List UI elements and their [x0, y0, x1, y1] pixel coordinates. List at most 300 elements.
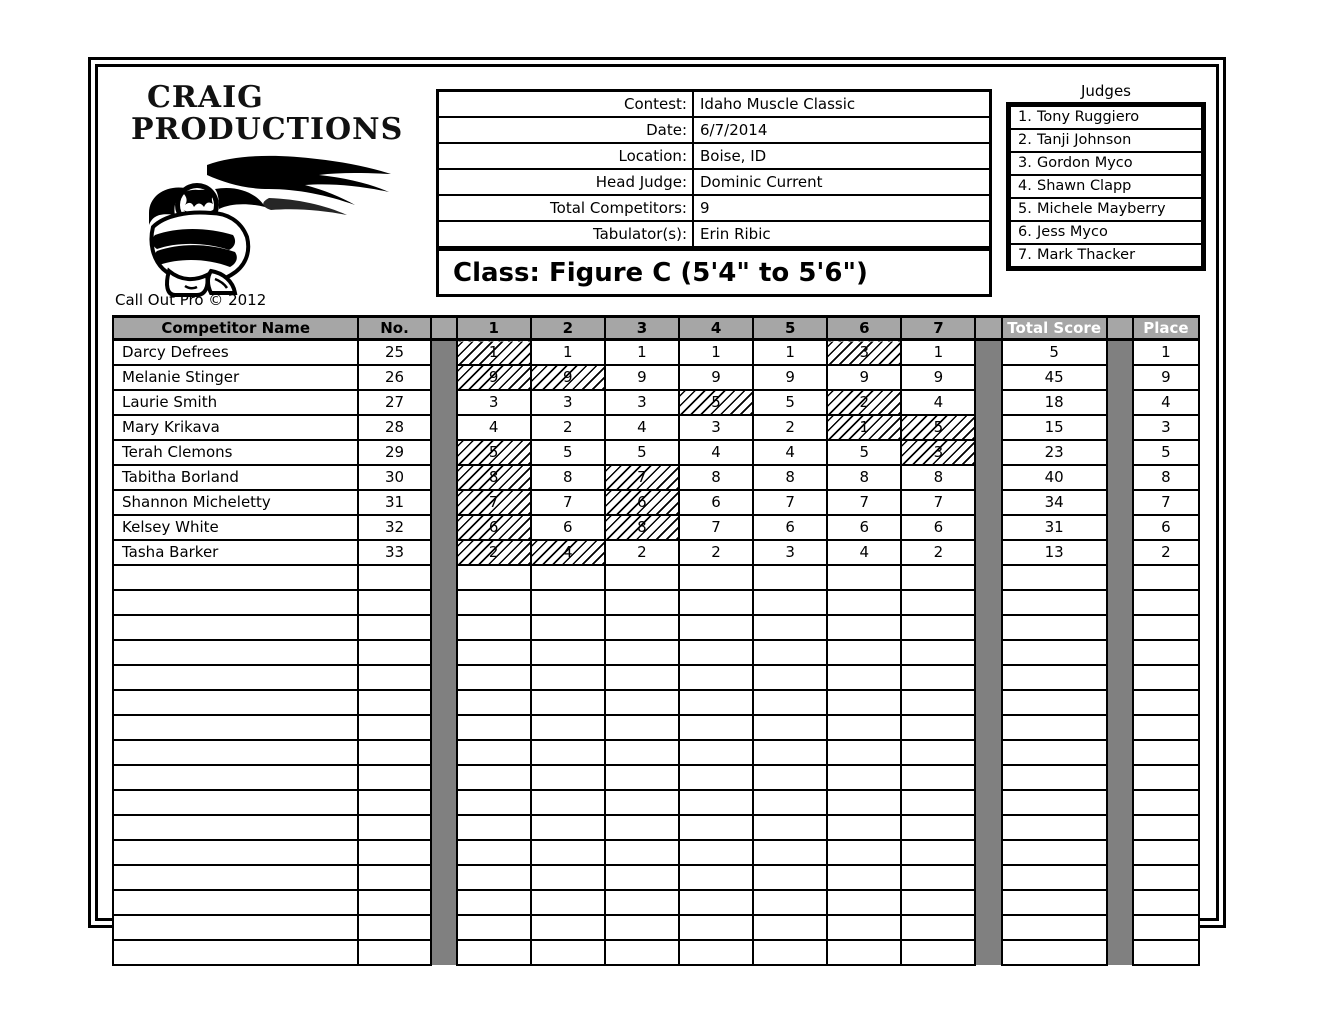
- judge-score-cell-4[interactable]: [679, 865, 753, 890]
- total-score-cell: [1002, 590, 1107, 615]
- judge-score-cell-2[interactable]: 2: [531, 415, 605, 440]
- judge-score-cell-2[interactable]: [531, 590, 605, 615]
- judge-score-cell-3[interactable]: 1: [605, 340, 679, 365]
- judge-score-cell-4[interactable]: 3: [679, 415, 753, 440]
- competitor-number-cell[interactable]: 26: [358, 365, 430, 390]
- judge-score-cell-7[interactable]: 5: [901, 415, 975, 440]
- class-row: [439, 248, 989, 294]
- judge-score-cell-5[interactable]: [753, 615, 827, 640]
- judge-score-cell-6[interactable]: [827, 765, 901, 790]
- judge-score-cell-4[interactable]: 8: [679, 465, 753, 490]
- judge-score-cell-3[interactable]: 8: [605, 515, 679, 540]
- judge-score-cell-5[interactable]: [753, 565, 827, 590]
- judge-score-cell-4[interactable]: [679, 815, 753, 840]
- row-separator-mid: [975, 540, 1001, 565]
- judge-score-cell-2[interactable]: 8: [531, 465, 605, 490]
- judge-score-cell-7[interactable]: [901, 715, 975, 740]
- competitor-name-cell[interactable]: Kelsey White: [113, 515, 358, 540]
- judge-score-cell-4[interactable]: [679, 840, 753, 865]
- table-row-empty: [113, 715, 1199, 740]
- judge-score-cell-5[interactable]: [753, 640, 827, 665]
- row-separator-right: [1107, 340, 1133, 365]
- judge-score-cell-5[interactable]: [753, 690, 827, 715]
- row-separator-mid: [975, 715, 1001, 740]
- judge-score-cell-6[interactable]: [827, 640, 901, 665]
- judge-score-cell-2[interactable]: [531, 815, 605, 840]
- judge-score-cell-2[interactable]: 1: [531, 340, 605, 365]
- row-separator-mid: [975, 440, 1001, 465]
- judge-row[interactable]: [1011, 107, 1201, 128]
- judge-score-cell-6[interactable]: 9: [827, 365, 901, 390]
- judge-score-cell-6[interactable]: [827, 615, 901, 640]
- judge-score-cell-7[interactable]: [901, 740, 975, 765]
- competitor-number-cell[interactable]: 29: [358, 440, 430, 465]
- judge-score-cell-4[interactable]: [679, 690, 753, 715]
- contest-info-row: [439, 222, 989, 248]
- judge-row[interactable]: [1011, 245, 1201, 266]
- judge-score-cell-5[interactable]: 5: [753, 390, 827, 415]
- judge-score-cell-5[interactable]: 6: [753, 515, 827, 540]
- judge-number: 6.: [1018, 224, 1032, 240]
- judge-score-cell-4[interactable]: [679, 640, 753, 665]
- competitor-name-cell[interactable]: [113, 565, 358, 590]
- competitor-name-cell[interactable]: [113, 665, 358, 690]
- judge-score-cell-6[interactable]: [827, 690, 901, 715]
- judge-score-cell-2[interactable]: [531, 715, 605, 740]
- competitor-number-cell[interactable]: [358, 840, 430, 865]
- total-score-cell: [1002, 915, 1107, 940]
- judge-score-cell-7[interactable]: 6: [901, 515, 975, 540]
- judge-score-cell-3[interactable]: 4: [605, 415, 679, 440]
- judge-score-cell-2[interactable]: 9: [531, 365, 605, 390]
- judge-score-cell-4[interactable]: [679, 715, 753, 740]
- judge-score-cell-1[interactable]: 1: [457, 340, 531, 365]
- judge-score-cell-4[interactable]: [679, 740, 753, 765]
- contest-info-row: [439, 92, 989, 118]
- competitor-name-cell[interactable]: [113, 740, 358, 765]
- judge-score-cell-4[interactable]: 7: [679, 515, 753, 540]
- competitor-number-cell[interactable]: [358, 640, 430, 665]
- judge-score-cell-1[interactable]: [457, 840, 531, 865]
- judge-score-cell-1[interactable]: [457, 765, 531, 790]
- judge-score-cell-7[interactable]: [901, 765, 975, 790]
- judge-score-cell-4[interactable]: [679, 915, 753, 940]
- judge-score-cell-6[interactable]: [827, 865, 901, 890]
- judge-score-cell-1[interactable]: [457, 665, 531, 690]
- judge-score-cell-5[interactable]: [753, 590, 827, 615]
- judge-score-cell-5[interactable]: [753, 765, 827, 790]
- judge-score-cell-2[interactable]: [531, 565, 605, 590]
- judge-score-cell-1[interactable]: [457, 865, 531, 890]
- competitor-name-cell[interactable]: [113, 715, 358, 740]
- judge-score-cell-3[interactable]: 6: [605, 490, 679, 515]
- competitor-name-cell[interactable]: Mary Krikava: [113, 415, 358, 440]
- judge-score-cell-7[interactable]: [901, 890, 975, 915]
- judge-score-cell-5[interactable]: 8: [753, 465, 827, 490]
- competitor-name-cell[interactable]: [113, 640, 358, 665]
- table-row: [113, 440, 1199, 465]
- judge-score-cell-2[interactable]: [531, 940, 605, 965]
- judge-score-cell-4[interactable]: [679, 890, 753, 915]
- row-separator-mid: [975, 765, 1001, 790]
- row-separator-mid: [975, 640, 1001, 665]
- judge-score-cell-7[interactable]: 2: [901, 540, 975, 565]
- judge-score-cell-6[interactable]: 7: [827, 490, 901, 515]
- place-cell: 6: [1133, 515, 1199, 540]
- judge-score-cell-2[interactable]: [531, 665, 605, 690]
- judge-score-cell-1[interactable]: 5: [457, 440, 531, 465]
- judge-score-cell-4[interactable]: [679, 665, 753, 690]
- judge-score-cell-7[interactable]: [901, 815, 975, 840]
- judge-score-cell-1[interactable]: [457, 815, 531, 840]
- judge-score-cell-1[interactable]: [457, 615, 531, 640]
- judge-score-cell-7[interactable]: [901, 640, 975, 665]
- judge-score-cell-6[interactable]: [827, 840, 901, 865]
- contest-info-row: [439, 196, 989, 222]
- head-judge-value[interactable]: Dominic Current: [700, 173, 823, 191]
- table-row-empty: [113, 890, 1199, 915]
- place-cell: [1133, 615, 1199, 640]
- judge-score-cell-3[interactable]: [605, 615, 679, 640]
- row-separator-mid: [975, 915, 1001, 940]
- table-row: [113, 340, 1199, 365]
- judge-score-cell-7[interactable]: [901, 565, 975, 590]
- judge-score-cell-2[interactable]: [531, 690, 605, 715]
- header-judge-6: 6: [827, 317, 901, 340]
- judge-number: 2.: [1018, 132, 1032, 148]
- judge-name: Shawn Clapp: [1037, 178, 1132, 194]
- date-value[interactable]: 6/7/2014: [700, 121, 768, 139]
- judge-score-cell-2[interactable]: [531, 740, 605, 765]
- judge-score-cell-6[interactable]: [827, 790, 901, 815]
- judge-score-cell-2[interactable]: [531, 640, 605, 665]
- total-competitors-value[interactable]: 9: [700, 199, 710, 217]
- judge-score-cell-3[interactable]: [605, 740, 679, 765]
- header-judge-4: 4: [679, 317, 753, 340]
- competitor-number-cell[interactable]: [358, 565, 430, 590]
- judge-score-cell-3[interactable]: 2: [605, 540, 679, 565]
- competitor-number-cell[interactable]: 30: [358, 465, 430, 490]
- judge-score-cell-2[interactable]: 7: [531, 490, 605, 515]
- judge-score-cell-6[interactable]: 5: [827, 440, 901, 465]
- competitor-number-cell[interactable]: 33: [358, 540, 430, 565]
- judge-score-cell-5[interactable]: [753, 740, 827, 765]
- judge-score-cell-6[interactable]: 4: [827, 540, 901, 565]
- judge-score-cell-6[interactable]: [827, 715, 901, 740]
- competitor-name-cell[interactable]: Terah Clemons: [113, 440, 358, 465]
- judge-score-cell-4[interactable]: [679, 790, 753, 815]
- judge-score-cell-6[interactable]: 6: [827, 515, 901, 540]
- judge-score-cell-3[interactable]: [605, 665, 679, 690]
- judge-score-cell-4[interactable]: [679, 615, 753, 640]
- competitor-number-cell[interactable]: [358, 790, 430, 815]
- competitor-name-cell[interactable]: [113, 940, 358, 965]
- judge-score-cell-4[interactable]: 4: [679, 440, 753, 465]
- judge-score-cell-7[interactable]: 9: [901, 365, 975, 390]
- judge-score-cell-7[interactable]: [901, 790, 975, 815]
- judge-score-cell-5[interactable]: 7: [753, 490, 827, 515]
- judge-score-cell-1[interactable]: [457, 740, 531, 765]
- judge-row[interactable]: [1011, 222, 1201, 243]
- judge-score-cell-3[interactable]: [605, 565, 679, 590]
- judge-score-cell-1[interactable]: 3: [457, 390, 531, 415]
- judge-score-cell-4[interactable]: [679, 590, 753, 615]
- row-separator-mid: [975, 790, 1001, 815]
- judge-score-cell-2[interactable]: 5: [531, 440, 605, 465]
- judge-score-cell-6[interactable]: 1: [827, 415, 901, 440]
- judge-score-cell-3[interactable]: 9: [605, 365, 679, 390]
- judge-score-cell-6[interactable]: 8: [827, 465, 901, 490]
- judge-score-cell-3[interactable]: [605, 815, 679, 840]
- row-separator-left: [431, 365, 457, 390]
- competitor-name-cell[interactable]: [113, 865, 358, 890]
- place-cell: [1133, 665, 1199, 690]
- competitor-name-cell[interactable]: Tabitha Borland: [113, 465, 358, 490]
- judge-score-cell-5[interactable]: [753, 840, 827, 865]
- judge-score-cell-2[interactable]: [531, 915, 605, 940]
- judge-score-cell-7[interactable]: [901, 590, 975, 615]
- competitor-number-cell[interactable]: 31: [358, 490, 430, 515]
- competitor-number-cell[interactable]: [358, 715, 430, 740]
- judge-score-cell-3[interactable]: [605, 840, 679, 865]
- judge-score-cell-1[interactable]: [457, 590, 531, 615]
- judge-score-cell-5[interactable]: [753, 865, 827, 890]
- judge-score-cell-4[interactable]: 9: [679, 365, 753, 390]
- judge-score-cell-2[interactable]: [531, 765, 605, 790]
- competitor-name-cell[interactable]: [113, 815, 358, 840]
- row-separator-mid: [975, 390, 1001, 415]
- competitor-number-cell[interactable]: [358, 690, 430, 715]
- judge-score-cell-1[interactable]: 8: [457, 465, 531, 490]
- judge-row[interactable]: [1011, 153, 1201, 174]
- judge-score-cell-3[interactable]: 7: [605, 465, 679, 490]
- judge-score-cell-5[interactable]: [753, 815, 827, 840]
- row-separator-left: [431, 815, 457, 840]
- judge-score-cell-3[interactable]: [605, 890, 679, 915]
- competitor-number-cell[interactable]: [358, 865, 430, 890]
- competitor-number-cell[interactable]: [358, 915, 430, 940]
- judge-score-cell-2[interactable]: 6: [531, 515, 605, 540]
- judge-score-cell-2[interactable]: [531, 890, 605, 915]
- competitor-name-cell[interactable]: [113, 615, 358, 640]
- judge-score-cell-1[interactable]: 7: [457, 490, 531, 515]
- place-cell: [1133, 890, 1199, 915]
- competitor-name-cell[interactable]: Laurie Smith: [113, 390, 358, 415]
- judge-score-cell-7[interactable]: 4: [901, 390, 975, 415]
- total-score-cell: [1002, 565, 1107, 590]
- judge-score-cell-7[interactable]: [901, 940, 975, 965]
- tabulator-value[interactable]: Erin Ribic: [700, 225, 771, 243]
- competitor-number-cell[interactable]: 32: [358, 515, 430, 540]
- judge-score-cell-1[interactable]: 4: [457, 415, 531, 440]
- judge-score-cell-7[interactable]: [901, 690, 975, 715]
- judge-score-cell-1[interactable]: [457, 565, 531, 590]
- row-separator-left: [431, 415, 457, 440]
- judge-score-cell-5[interactable]: [753, 790, 827, 815]
- row-separator-left: [431, 690, 457, 715]
- competitor-number-cell[interactable]: 27: [358, 390, 430, 415]
- row-separator-left: [431, 715, 457, 740]
- total-score-cell: [1002, 665, 1107, 690]
- judge-score-cell-1[interactable]: 9: [457, 365, 531, 390]
- judge-row[interactable]: [1011, 130, 1201, 151]
- judge-score-cell-6[interactable]: [827, 915, 901, 940]
- judge-score-cell-7[interactable]: [901, 915, 975, 940]
- judge-score-cell-6[interactable]: [827, 815, 901, 840]
- location-value[interactable]: Boise, ID: [700, 147, 767, 165]
- competitor-number-cell[interactable]: [358, 940, 430, 965]
- judge-score-cell-5[interactable]: [753, 915, 827, 940]
- judge-score-cell-7[interactable]: 3: [901, 440, 975, 465]
- competitor-name-cell[interactable]: [113, 915, 358, 940]
- judge-score-cell-5[interactable]: 9: [753, 365, 827, 390]
- judge-score-cell-3[interactable]: [605, 765, 679, 790]
- judge-score-cell-2[interactable]: [531, 840, 605, 865]
- judge-score-cell-7[interactable]: [901, 665, 975, 690]
- judge-score-cell-5[interactable]: 4: [753, 440, 827, 465]
- competitor-number-cell[interactable]: [358, 665, 430, 690]
- judge-score-cell-4[interactable]: 5: [679, 390, 753, 415]
- judge-score-cell-6[interactable]: [827, 940, 901, 965]
- competitor-number-cell[interactable]: [358, 765, 430, 790]
- judge-score-cell-3[interactable]: [605, 940, 679, 965]
- judge-name: Mark Thacker: [1037, 247, 1136, 263]
- competitor-name-cell[interactable]: [113, 840, 358, 865]
- judge-score-cell-3[interactable]: [605, 640, 679, 665]
- judge-score-cell-5[interactable]: [753, 715, 827, 740]
- judge-score-cell-3[interactable]: 3: [605, 390, 679, 415]
- row-separator-mid: [975, 890, 1001, 915]
- judge-score-cell-3[interactable]: [605, 915, 679, 940]
- row-separator-right: [1107, 590, 1133, 615]
- judge-score-cell-3[interactable]: [605, 590, 679, 615]
- header-separator-left: [431, 317, 457, 340]
- judge-score-cell-6[interactable]: [827, 565, 901, 590]
- judge-score-cell-2[interactable]: 4: [531, 540, 605, 565]
- judge-score-cell-7[interactable]: 1: [901, 340, 975, 365]
- score-table: [112, 315, 1200, 966]
- judge-score-cell-6[interactable]: 3: [827, 340, 901, 365]
- judge-score-cell-1[interactable]: [457, 915, 531, 940]
- judge-score-cell-5[interactable]: [753, 890, 827, 915]
- judge-score-cell-2[interactable]: [531, 865, 605, 890]
- row-separator-right: [1107, 765, 1133, 790]
- judge-score-cell-1[interactable]: [457, 940, 531, 965]
- judge-score-cell-4[interactable]: [679, 565, 753, 590]
- judge-score-cell-7[interactable]: 7: [901, 490, 975, 515]
- row-separator-right: [1107, 640, 1133, 665]
- judge-score-cell-7[interactable]: [901, 615, 975, 640]
- judge-score-cell-7[interactable]: [901, 840, 975, 865]
- class-title: Class: Figure C (5'4" to 5'6"): [453, 257, 868, 288]
- judge-score-cell-6[interactable]: [827, 590, 901, 615]
- competitor-name-cell[interactable]: [113, 590, 358, 615]
- judge-number: 3.: [1018, 155, 1032, 171]
- judge-score-cell-4[interactable]: [679, 940, 753, 965]
- total-score-cell: [1002, 790, 1107, 815]
- competitor-name-cell[interactable]: Melanie Stinger: [113, 365, 358, 390]
- judge-score-cell-2[interactable]: [531, 615, 605, 640]
- row-separator-left: [431, 565, 457, 590]
- row-separator-mid: [975, 590, 1001, 615]
- judge-score-cell-1[interactable]: [457, 890, 531, 915]
- judge-name: Tony Ruggiero: [1037, 109, 1140, 125]
- row-separator-left: [431, 540, 457, 565]
- judge-score-cell-6[interactable]: [827, 890, 901, 915]
- competitor-name-cell[interactable]: [113, 790, 358, 815]
- judge-score-cell-3[interactable]: [605, 715, 679, 740]
- judge-score-cell-4[interactable]: [679, 765, 753, 790]
- competitor-name-cell[interactable]: Darcy Defrees: [113, 340, 358, 365]
- judge-score-cell-3[interactable]: [605, 790, 679, 815]
- competitor-number-cell[interactable]: [358, 590, 430, 615]
- judge-score-cell-6[interactable]: 2: [827, 390, 901, 415]
- judge-score-cell-3[interactable]: 5: [605, 440, 679, 465]
- competitor-number-cell[interactable]: 25: [358, 340, 430, 365]
- judge-score-cell-1[interactable]: [457, 790, 531, 815]
- competitor-number-cell[interactable]: [358, 890, 430, 915]
- judge-score-cell-1[interactable]: 6: [457, 515, 531, 540]
- row-separator-left: [431, 915, 457, 940]
- judge-score-cell-1[interactable]: [457, 640, 531, 665]
- row-separator-left: [431, 665, 457, 690]
- competitor-number-cell[interactable]: [358, 740, 430, 765]
- judge-score-cell-5[interactable]: 1: [753, 340, 827, 365]
- row-separator-right: [1107, 840, 1133, 865]
- competitor-name-cell[interactable]: Shannon Micheletty: [113, 490, 358, 515]
- row-separator-right: [1107, 540, 1133, 565]
- competitor-number-cell[interactable]: [358, 615, 430, 640]
- judge-score-cell-6[interactable]: [827, 740, 901, 765]
- competitor-name-cell[interactable]: [113, 765, 358, 790]
- judge-score-cell-5[interactable]: [753, 940, 827, 965]
- competitor-name-cell[interactable]: [113, 690, 358, 715]
- table-row-empty: [113, 640, 1199, 665]
- row-separator-right: [1107, 465, 1133, 490]
- judge-score-cell-7[interactable]: 8: [901, 465, 975, 490]
- competitor-name-cell[interactable]: Tasha Barker: [113, 540, 358, 565]
- contest-value[interactable]: Idaho Muscle Classic: [700, 95, 856, 113]
- judge-score-cell-4[interactable]: 2: [679, 540, 753, 565]
- judge-row[interactable]: [1011, 176, 1201, 197]
- judge-score-cell-1[interactable]: [457, 715, 531, 740]
- judge-score-cell-3[interactable]: [605, 865, 679, 890]
- competitor-number-cell[interactable]: 28: [358, 415, 430, 440]
- judge-score-cell-5[interactable]: 2: [753, 415, 827, 440]
- competitor-name-cell[interactable]: [113, 890, 358, 915]
- judge-score-cell-3[interactable]: [605, 690, 679, 715]
- judge-score-cell-5[interactable]: 3: [753, 540, 827, 565]
- judge-score-cell-4[interactable]: 1: [679, 340, 753, 365]
- judge-score-cell-2[interactable]: [531, 790, 605, 815]
- judge-score-cell-6[interactable]: [827, 665, 901, 690]
- competitor-number-cell[interactable]: [358, 815, 430, 840]
- table-row-empty: [113, 815, 1199, 840]
- judge-name: Gordon Myco: [1037, 155, 1133, 171]
- row-separator-mid: [975, 465, 1001, 490]
- callout-pro-copyright: Call Out Pro © 2012: [115, 291, 267, 309]
- judge-row[interactable]: [1011, 199, 1201, 220]
- judge-score-cell-5[interactable]: [753, 665, 827, 690]
- row-separator-mid: [975, 865, 1001, 890]
- row-separator-mid: [975, 515, 1001, 540]
- judge-score-cell-1[interactable]: 2: [457, 540, 531, 565]
- judge-score-cell-2[interactable]: 3: [531, 390, 605, 415]
- judge-score-cell-1[interactable]: [457, 690, 531, 715]
- judge-score-cell-4[interactable]: 6: [679, 490, 753, 515]
- total-score-cell: 45: [1002, 365, 1107, 390]
- judge-score-cell-7[interactable]: [901, 865, 975, 890]
